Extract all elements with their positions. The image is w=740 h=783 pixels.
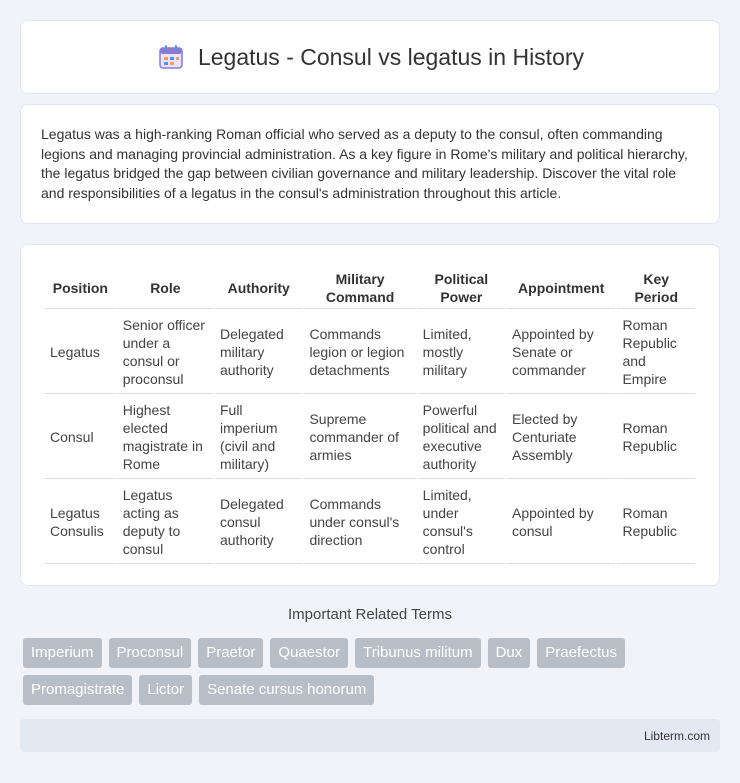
- table-cell: Legatus: [45, 311, 116, 394]
- related-term-tag[interactable]: Promagistrate: [23, 675, 132, 705]
- header-military-command: Military Command: [304, 265, 415, 309]
- calendar-icon: [156, 42, 186, 72]
- page-title: Legatus - Consul vs legatus in History: [197, 43, 585, 70]
- related-term-tag[interactable]: Praetor: [198, 638, 263, 668]
- table-cell: Roman Republic: [617, 481, 695, 564]
- related-term-tag[interactable]: Quaestor: [270, 638, 348, 668]
- footer-site-link[interactable]: Libterm.com: [643, 729, 710, 743]
- table-cell: Elected by Centuriate Assembly: [507, 396, 615, 479]
- related-terms-list: [23, 638, 723, 705]
- related-term-tag[interactable]: Praefectus: [537, 638, 625, 668]
- related-term-tag[interactable]: Senate cursus honorum: [199, 675, 374, 705]
- intro-text: Legatus was a high-ranking Roman official who served as a deputy to the consul, often commanding legions and managing provincial administration. As a key figure in Rome's military and political hierarchy, the legatus bridged the gap between civilian governance and military leadership. Discover the vital role and responsibilities of a legatus in the consul's administration throughout this article.: [41, 126, 688, 201]
- header-political-power: Political Power: [418, 265, 505, 309]
- footer: [20, 719, 720, 752]
- table-cell: Delegated military authority: [215, 311, 302, 394]
- header-appointment: Appointment: [507, 265, 615, 309]
- table-row: [45, 311, 695, 394]
- header-authority: Authority: [215, 265, 302, 309]
- related-terms-heading: Important Related Terms: [288, 606, 452, 623]
- table-cell: Powerful political and executive authority: [418, 396, 505, 479]
- related-term-tag[interactable]: Lictor: [139, 675, 192, 705]
- title-card: [20, 20, 720, 94]
- table-cell: Roman Republic and Empire: [617, 311, 695, 394]
- table-cell: Limited, mostly military: [418, 311, 505, 394]
- table-row: [45, 396, 695, 479]
- related-term-tag[interactable]: Tribunus militum: [355, 638, 480, 668]
- table-cell: Commands under consul's direction: [304, 481, 415, 564]
- related-term-tag[interactable]: Imperium: [23, 638, 102, 668]
- intro-card: [20, 104, 720, 224]
- table-cell: Commands legion or legion detachments: [304, 311, 415, 394]
- header-position: Position: [45, 265, 116, 309]
- table-cell: Full imperium (civil and military): [215, 396, 302, 479]
- table-cell: Supreme commander of armies: [304, 396, 415, 479]
- table-cell: Senior officer under a consul or proconsul: [118, 311, 213, 394]
- comparison-table-card: [20, 244, 720, 586]
- table-cell: Legatus acting as deputy to consul: [118, 481, 213, 564]
- header-key-period: Key Period: [617, 265, 695, 309]
- related-term-tag[interactable]: Dux: [488, 638, 531, 668]
- table-cell: Highest elected magistrate in Rome: [118, 396, 213, 479]
- table-cell: Consul: [45, 396, 116, 479]
- table-cell: Limited, under consul's control: [418, 481, 505, 564]
- table-cell: Appointed by Senate or commander: [507, 311, 615, 394]
- table-cell: Appointed by consul: [507, 481, 615, 564]
- comparison-table: [43, 263, 697, 566]
- table-cell: Roman Republic: [617, 396, 695, 479]
- table-row: [45, 481, 695, 564]
- table-cell: Legatus Consulis: [45, 481, 116, 564]
- header-role: Role: [118, 265, 213, 309]
- related-term-tag[interactable]: Proconsul: [109, 638, 192, 668]
- table-header-row: [45, 265, 695, 309]
- table-cell: Delegated consul authority: [215, 481, 302, 564]
